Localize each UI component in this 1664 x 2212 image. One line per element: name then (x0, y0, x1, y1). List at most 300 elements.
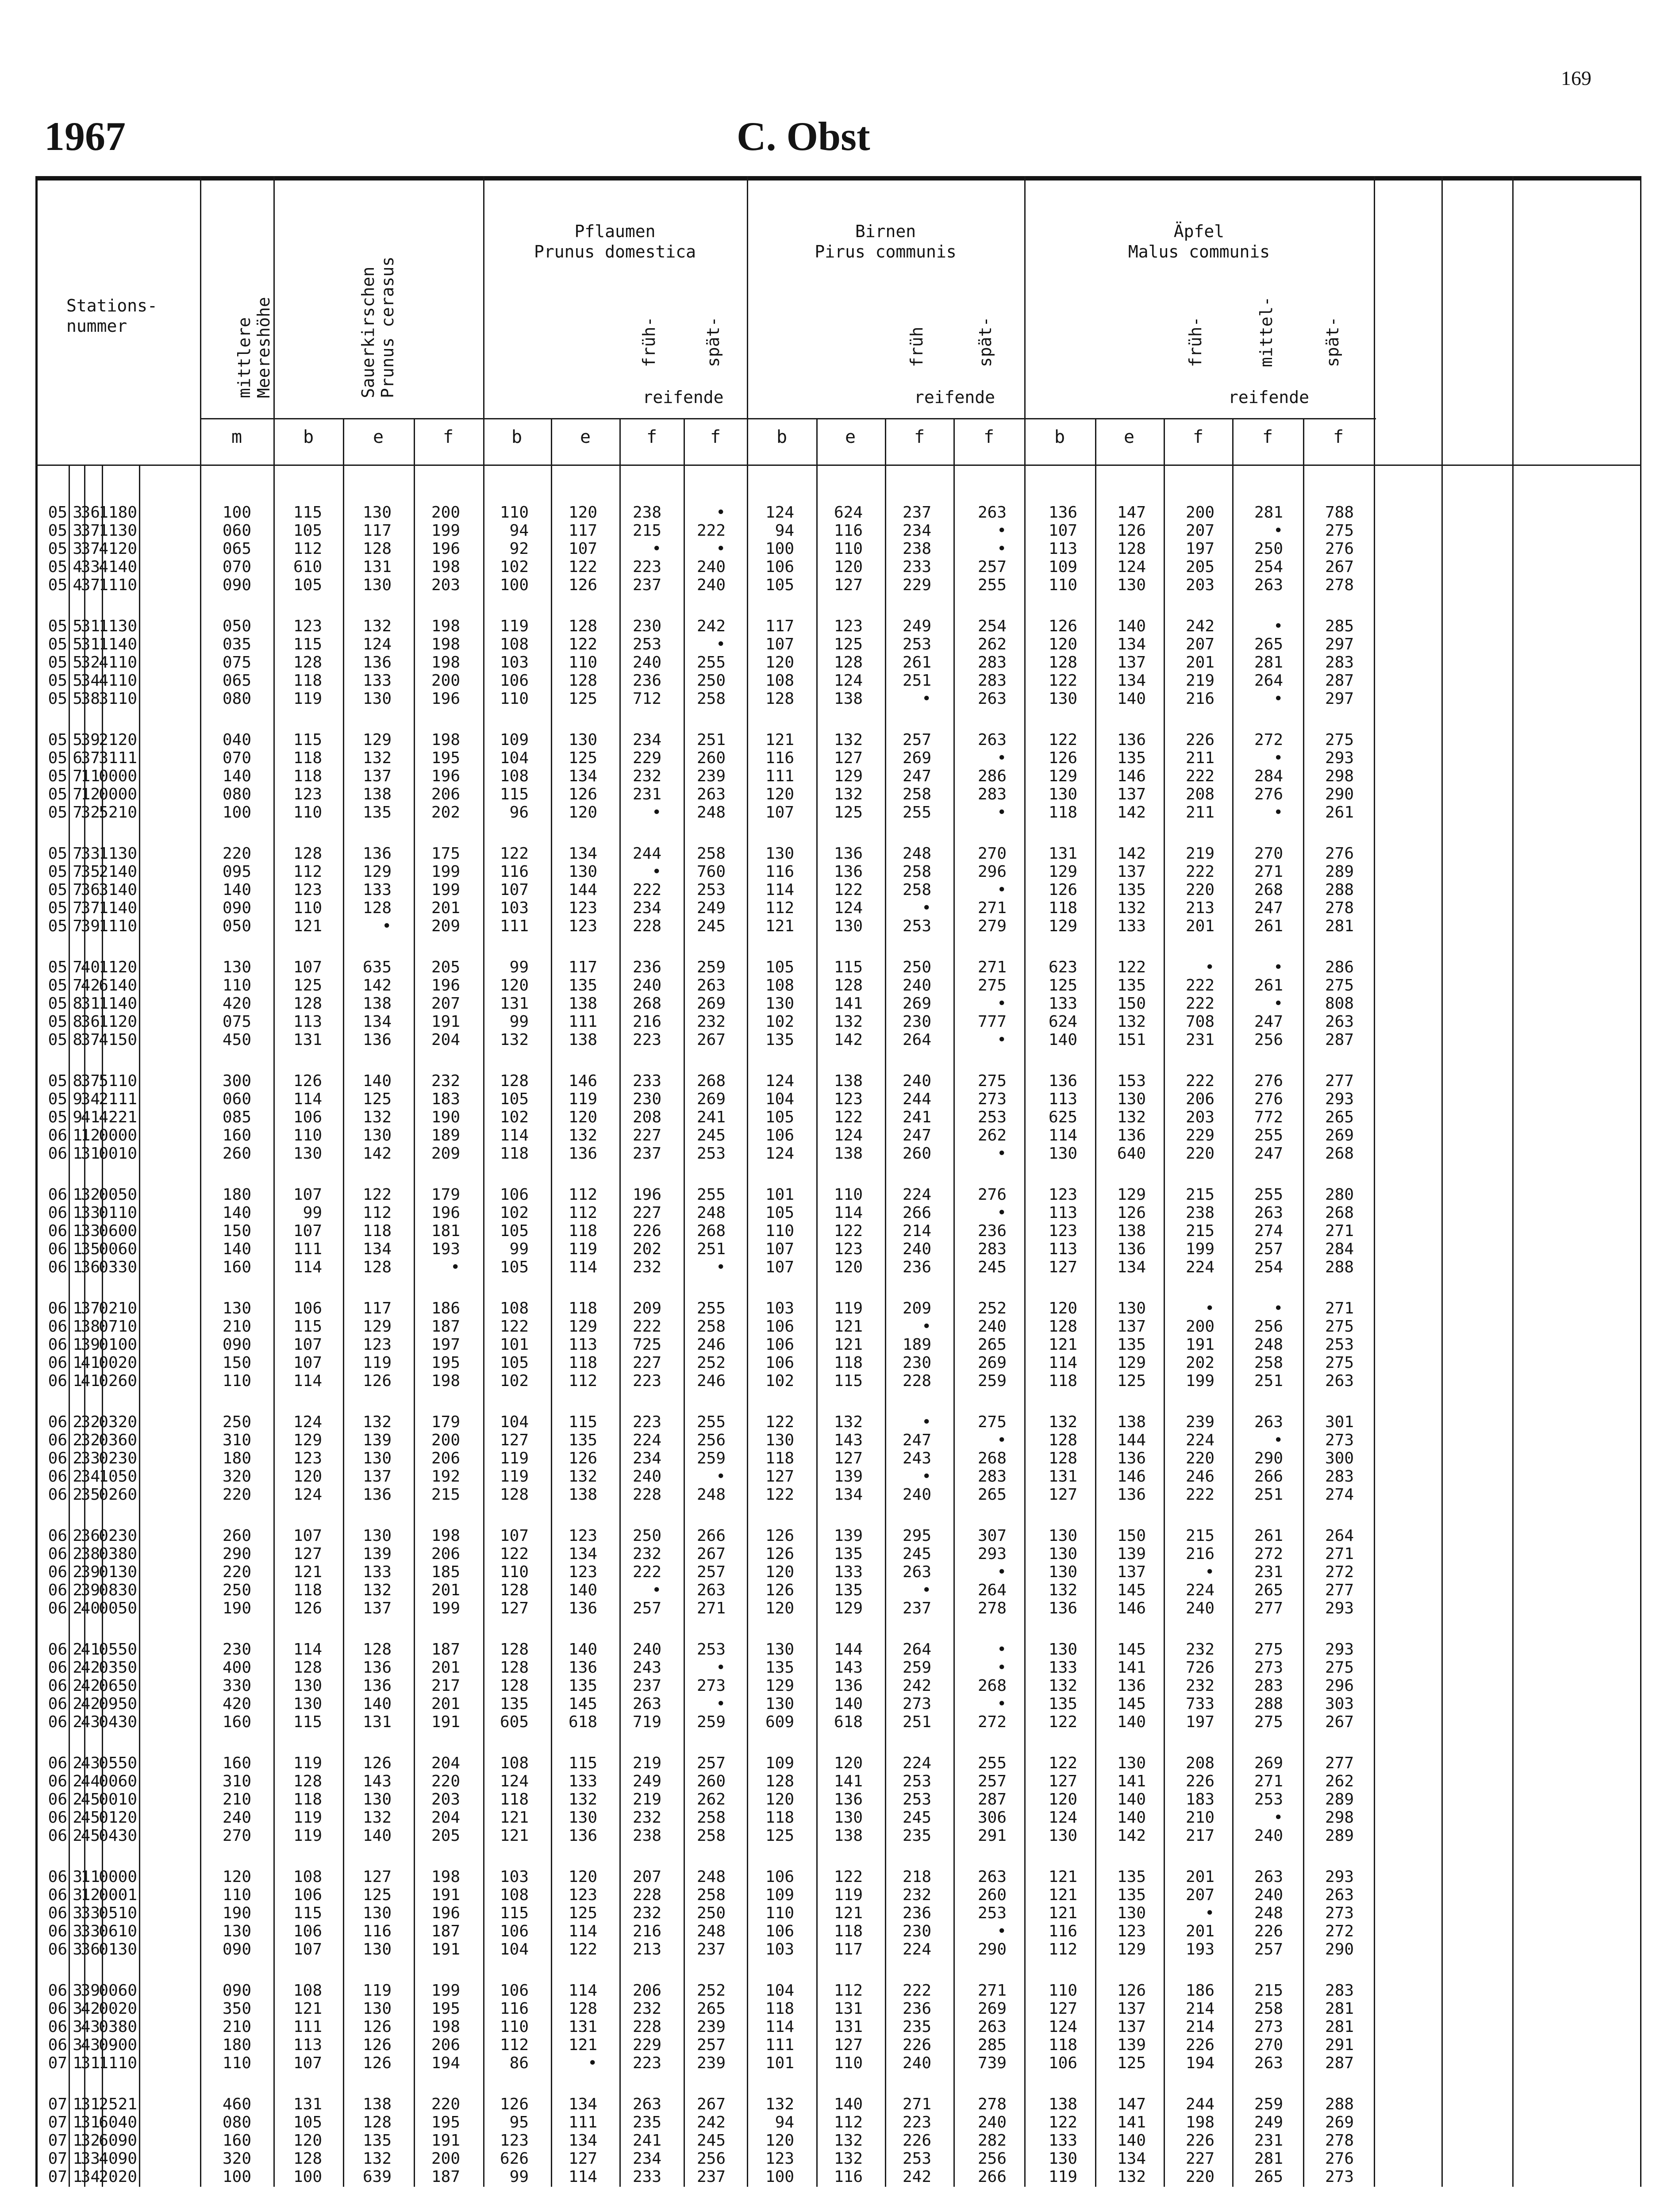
table-cell: 206 (431, 1449, 460, 1467)
table-cell: 240 (1254, 1827, 1283, 1845)
table-cell: 263 (977, 731, 1007, 749)
table-cell: 132 (362, 749, 392, 767)
table-cell: 132 (1117, 899, 1146, 917)
table-cell: 39 (81, 1581, 100, 1599)
table-cell: 201 (431, 1659, 460, 1677)
table-cell: 243 (902, 1449, 931, 1467)
header-rule (35, 465, 1641, 466)
table-cell: 135 (568, 1677, 597, 1695)
table-cell: 233 (632, 1072, 661, 1090)
table-cell: 276 (1325, 845, 1354, 863)
table-cell: 112 (500, 2036, 529, 2054)
table-cell: 251 (696, 1240, 726, 1258)
table-cell: 113 (568, 1336, 597, 1354)
table-cell: 12 (81, 785, 100, 803)
table-cell: 255 (1254, 1126, 1283, 1144)
table-cell: 269 (902, 995, 931, 1013)
table-cell: 130 (362, 1904, 392, 1922)
table-cell: 127 (834, 576, 863, 594)
table-cell: 204 (431, 1754, 460, 1772)
table-cell: 240 (222, 1809, 251, 1827)
table-cell: 230 (632, 1090, 661, 1108)
table-cell: 123 (293, 1449, 322, 1467)
table-cell: 240 (977, 2113, 1007, 2131)
table-cell: 2 (73, 1486, 82, 1504)
table-cell: 120 (568, 1108, 597, 1126)
table-cell: 195 (431, 749, 460, 767)
table-cell: 198 (431, 1527, 460, 1545)
table-cell: 1180 (99, 503, 137, 522)
sour-cherry-header: Sauerkirschen Prunus cerasus (358, 256, 397, 398)
table-cell: 06 (48, 1413, 67, 1431)
table-cell: 45 (81, 1827, 100, 1845)
table-cell: • (997, 1031, 1007, 1049)
table-cell: 259 (696, 1713, 726, 1731)
table-cell: 134 (568, 2131, 597, 2150)
table-cell: 123 (568, 917, 597, 935)
table-cell: 222 (632, 1317, 661, 1336)
table-cell: • (1273, 690, 1283, 708)
table-cell: 128 (1048, 1431, 1077, 1449)
table-cell: 060 (222, 522, 251, 540)
table-cell: 273 (902, 1695, 931, 1713)
table-cell: 136 (834, 863, 863, 881)
table-cell: 222 (1185, 1072, 1214, 1090)
table-cell: 06 (48, 1868, 67, 1886)
table-cell: 126 (765, 1545, 794, 1563)
table-cell: 118 (500, 1144, 529, 1163)
table-cell: • (1205, 1299, 1214, 1317)
table-cell: 131 (568, 2018, 597, 2036)
table-cell: 0380 (99, 1545, 137, 1563)
table-cell: 130 (362, 1126, 392, 1144)
table-cell: 284 (1254, 767, 1283, 785)
table-cell: 128 (568, 672, 597, 690)
table-cell: 128 (765, 690, 794, 708)
unit-label: e (845, 427, 856, 447)
table-cell: 330 (222, 1677, 251, 1695)
table-cell: 07 (48, 2095, 67, 2113)
table-cell: 114 (765, 2018, 794, 2036)
table-cell: 240 (632, 653, 661, 672)
table-cell: 41 (81, 1372, 100, 1390)
table-cell: 106 (765, 558, 794, 576)
table-cell: 104 (765, 1982, 794, 2000)
table-cell: 2 (73, 1695, 82, 1713)
table-cell: 268 (696, 1222, 726, 1240)
table-cell: 134 (568, 1545, 597, 1563)
table-cell: 130 (834, 917, 863, 935)
table-cell: 271 (977, 958, 1007, 976)
table-cell: 0230 (99, 1449, 137, 1467)
table-cell: 114 (293, 1640, 322, 1659)
table-cell: 106 (293, 1299, 322, 1317)
table-cell: 0830 (99, 1581, 137, 1599)
table-cell: 224 (902, 1186, 931, 1204)
table-cell: 126 (765, 1581, 794, 1599)
table-cell: 266 (1254, 1467, 1283, 1486)
unit-label: b (511, 427, 523, 447)
table-cell: 268 (696, 1072, 726, 1090)
table-cell: 198 (431, 731, 460, 749)
table-cell: 129 (568, 1317, 597, 1336)
table-cell: 268 (632, 995, 661, 1013)
table-cell: • (997, 995, 1007, 1013)
table-cell: 719 (632, 1713, 661, 1731)
table-cell: 131 (1048, 845, 1077, 863)
table-cell: 94 (509, 522, 529, 540)
table-cell: 2120 (99, 731, 137, 749)
table-cell: 114 (568, 2168, 597, 2186)
table-cell: 187 (431, 1640, 460, 1659)
table-cell: 239 (696, 767, 726, 785)
table-cell: 0010 (99, 1790, 137, 1809)
table-cell: 121 (834, 1904, 863, 1922)
table-cell: 303 (1325, 1695, 1354, 1713)
table-cell: 142 (1117, 845, 1146, 863)
table-cell: 217 (1185, 1827, 1214, 1845)
table-cell: 105 (500, 1090, 529, 1108)
table-cell: 269 (977, 2000, 1007, 2018)
table-cell: 298 (1325, 767, 1354, 785)
table-cell: 240 (902, 1072, 931, 1090)
table-cell: 141 (1117, 2113, 1146, 2131)
table-cell: 118 (1048, 803, 1077, 822)
table-cell: 283 (977, 653, 1007, 672)
table-cell: 112 (568, 1186, 597, 1204)
table-cell: 3 (73, 2018, 82, 2036)
table-cell: 260 (222, 1144, 251, 1163)
table-cell: 111 (500, 917, 529, 935)
table-cell: 140 (834, 2095, 863, 2113)
table-cell: 198 (431, 1372, 460, 1390)
table-cell: 137 (1117, 1317, 1146, 1336)
table-cell: 191 (431, 1713, 460, 1731)
table-cell: 7 (73, 899, 82, 917)
table-cell: 258 (696, 690, 726, 708)
table-cell: 42 (81, 976, 100, 995)
table-cell: 1 (73, 1144, 82, 1163)
table-cell: 100 (222, 2168, 251, 2186)
table-cell: 201 (1185, 1922, 1214, 1940)
table-cell: 160 (222, 1258, 251, 1276)
table-cell: 06 (48, 1144, 67, 1163)
table-cell: 3 (73, 1904, 82, 1922)
table-cell: 32 (81, 653, 100, 672)
table-cell: 05 (48, 881, 67, 899)
table-cell: 0950 (99, 1695, 137, 1713)
table-cell: 114 (834, 1204, 863, 1222)
table-cell: 261 (1325, 803, 1354, 822)
table-cell: 0130 (99, 1940, 137, 1959)
table-cell: 110 (1048, 1982, 1077, 2000)
unit-label: f (914, 427, 925, 447)
table-cell: 123 (1048, 1186, 1077, 1204)
table-cell: 253 (902, 2150, 931, 2168)
table-cell: 33 (81, 845, 100, 863)
table-cell: 140 (834, 1695, 863, 1713)
table-cell: 105 (293, 576, 322, 594)
table-cell: 235 (902, 1827, 931, 1845)
table-cell: 250 (222, 1413, 251, 1431)
table-cell: 196 (431, 767, 460, 785)
table-cell: 106 (500, 1982, 529, 2000)
table-cell: 110 (293, 1126, 322, 1144)
table-cell: 129 (765, 1677, 794, 1695)
table-cell: 107 (293, 1336, 322, 1354)
table-cell: 248 (902, 845, 931, 863)
table-cell: 255 (1254, 1186, 1283, 1204)
table-cell: 110 (500, 503, 529, 522)
table-cell: 112 (765, 899, 794, 917)
table-cell: 7 (73, 881, 82, 899)
table-cell: 128 (362, 540, 392, 558)
table-cell: 0650 (99, 1677, 137, 1695)
table-cell: 273 (1325, 1431, 1354, 1449)
table-cell: 226 (632, 1222, 661, 1240)
table-cell: 1 (73, 1372, 82, 1390)
table-cell: 255 (696, 1413, 726, 1431)
table-cell: 1 (73, 1126, 82, 1144)
table-cell: 126 (568, 576, 597, 594)
table-cell: 135 (765, 1659, 794, 1677)
table-cell: 4120 (99, 540, 137, 558)
table-cell: 123 (765, 2150, 794, 2168)
table-cell: 2 (73, 1431, 82, 1449)
table-cell: 126 (1048, 749, 1077, 767)
table-cell: 118 (500, 1790, 529, 1809)
table-cell: 114 (568, 1982, 597, 2000)
table-cell: 278 (1325, 2131, 1354, 2150)
table-cell: 281 (1325, 2000, 1354, 2018)
table-cell: 253 (632, 635, 661, 653)
table-cell: 137 (1117, 863, 1146, 881)
table-cell: 205 (431, 958, 460, 976)
table-cell: 104 (765, 1090, 794, 1108)
table-cell: 267 (696, 1545, 726, 1563)
table-cell: 240 (696, 558, 726, 576)
table-cell: 135 (568, 1431, 597, 1449)
table-cell: 291 (1325, 2036, 1354, 2054)
table-cell: 283 (1325, 1467, 1354, 1486)
table-cell: 2 (73, 1467, 82, 1486)
table-cell: 223 (632, 1372, 661, 1390)
table-cell: 137 (1117, 653, 1146, 672)
table-cell: 06 (48, 1186, 67, 1204)
table-cell: 41 (81, 1108, 100, 1126)
table-cell: • (652, 1581, 661, 1599)
table-cell: 263 (696, 976, 726, 995)
table-cell: 134 (1117, 1258, 1146, 1276)
table-cell: 224 (1185, 1431, 1214, 1449)
table-cell: 116 (1048, 1922, 1077, 1940)
table-cell: 136 (362, 1659, 392, 1677)
table-cell: 127 (1048, 2000, 1077, 2018)
table-cell: 226 (902, 2131, 931, 2150)
table-cell: 130 (765, 995, 794, 1013)
table-cell: 45 (81, 1790, 100, 1809)
table-cell: 198 (431, 1868, 460, 1886)
table-cell: 124 (1117, 558, 1146, 576)
table-cell: 105 (293, 522, 322, 540)
table-cell: 288 (1325, 881, 1354, 899)
table-cell: 208 (632, 1108, 661, 1126)
table-cell: 126 (293, 1599, 322, 1617)
table-cell: 107 (765, 1258, 794, 1276)
table-cell: 224 (1185, 1581, 1214, 1599)
table-cell: 0000 (99, 1868, 137, 1886)
table-cell: 126 (568, 1449, 597, 1467)
table-cell: 9 (73, 1108, 82, 1126)
table-cell: 121 (765, 731, 794, 749)
table-cell: 253 (696, 881, 726, 899)
table-cell: 06 (48, 1659, 67, 1677)
table-cell: 129 (1117, 1940, 1146, 1959)
table-cell: 135 (1117, 749, 1146, 767)
table-cell: 115 (293, 731, 322, 749)
table-cell: 277 (1325, 1754, 1354, 1772)
table-cell: 06 (48, 1354, 67, 1372)
table-cell: 207 (632, 1868, 661, 1886)
table-cell: 3 (73, 1886, 82, 1904)
table-cell: 223 (632, 1413, 661, 1431)
table-cell: 138 (362, 2095, 392, 2113)
table-cell: 128 (500, 1677, 529, 1695)
table-cell: 273 (1325, 2168, 1354, 2186)
table-cell: 136 (834, 1790, 863, 1809)
table-cell: 232 (632, 1809, 661, 1827)
table-cell: 708 (1185, 1013, 1214, 1031)
table-cell: 35 (81, 1486, 100, 1504)
table-cell: 293 (1325, 749, 1354, 767)
table-cell: 120 (765, 2131, 794, 2150)
table-cell: 0120 (99, 1809, 137, 1827)
table-cell: 109 (1048, 558, 1077, 576)
table-cell: 102 (765, 1372, 794, 1390)
table-cell: 121 (834, 1336, 863, 1354)
table-cell: 120 (293, 2131, 322, 2150)
table-cell: 1120 (99, 958, 137, 976)
table-cell: 220 (1185, 881, 1214, 899)
table-cell: 240 (632, 976, 661, 995)
table-cell: 128 (500, 1640, 529, 1659)
table-cell: • (997, 1922, 1007, 1940)
table-cell: 263 (1254, 2054, 1283, 2072)
table-cell: 262 (977, 635, 1007, 653)
table-cell: 4110 (99, 653, 137, 672)
table-cell: 31 (81, 1144, 100, 1163)
table-cell: 133 (1048, 2131, 1077, 2150)
table-cell: 116 (362, 1922, 392, 1940)
table-cell: 110 (834, 1186, 863, 1204)
table-cell: 256 (696, 1431, 726, 1449)
table-cell: 122 (1048, 731, 1077, 749)
table-cell: 234 (902, 522, 931, 540)
table-cell: 228 (902, 1372, 931, 1390)
table-cell: 107 (293, 2054, 322, 2072)
table-cell: 132 (568, 1126, 597, 1144)
table-cell: 277 (1325, 1581, 1354, 1599)
table-cell: 198 (431, 635, 460, 653)
table-cell: 251 (1254, 1486, 1283, 1504)
table-cell: 106 (293, 1922, 322, 1940)
table-cell: 115 (293, 503, 322, 522)
table-cell: 120 (500, 976, 529, 995)
table-cell: 34 (81, 2168, 100, 2186)
table-cell: 134 (834, 1486, 863, 1504)
table-cell: 3 (73, 1868, 82, 1886)
table-cell: 265 (696, 2000, 726, 2018)
table-cell: 2 (73, 1581, 82, 1599)
table-cell: 0260 (99, 1486, 137, 1504)
table-cell: 115 (834, 1372, 863, 1390)
table-cell: 134 (1117, 2150, 1146, 2168)
table-cell: 197 (1185, 1713, 1214, 1731)
table-cell: 284 (1325, 1240, 1354, 1258)
table-cell: 240 (632, 1640, 661, 1659)
table-cell: 278 (977, 2095, 1007, 2113)
table-cell: 111 (293, 2018, 322, 2036)
table-cell: 288 (1325, 2095, 1354, 2113)
table-cell: 06 (48, 1126, 67, 1144)
table-cell: 135 (362, 2131, 392, 2150)
table-cell: 238 (1185, 1204, 1214, 1222)
table-cell: • (652, 803, 661, 822)
table-cell: 1140 (99, 899, 137, 917)
table-cell: 220 (431, 2095, 460, 2113)
table-cell: 144 (568, 881, 597, 899)
table-cell: 1 (73, 1336, 82, 1354)
table-cell: • (997, 1563, 1007, 1581)
table-cell: 06 (48, 1240, 67, 1258)
table-cell: 127 (834, 749, 863, 767)
table-cell: 36 (81, 1527, 100, 1545)
table-cell: 136 (1048, 1599, 1077, 1617)
table-cell: 124 (765, 1144, 794, 1163)
table-cell: 37 (81, 1031, 100, 1049)
table-cell: 119 (568, 1240, 597, 1258)
table-cell: 132 (500, 1031, 529, 1049)
table-cell: 115 (834, 958, 863, 976)
table-cell: 118 (293, 749, 322, 767)
table-cell: 261 (1254, 1527, 1283, 1545)
table-cell: 240 (902, 2054, 931, 2072)
table-cell: 135 (362, 803, 392, 822)
table-cell: 6040 (99, 2113, 137, 2131)
table-cell: 121 (1048, 1904, 1077, 1922)
table-cell: • (716, 1258, 726, 1276)
table-cell: 215 (632, 522, 661, 540)
table-cell: 7 (73, 785, 82, 803)
table-cell: 194 (1185, 2054, 1214, 2072)
table-cell: 07 (48, 2113, 67, 2131)
table-cell: 119 (500, 1449, 529, 1467)
table-cell: 0610 (99, 1922, 137, 1940)
table-cell: 115 (500, 785, 529, 803)
table-cell: 269 (902, 749, 931, 767)
table-cell: 253 (696, 1640, 726, 1659)
table-cell: 2 (73, 1527, 82, 1545)
table-cell: 214 (902, 1222, 931, 1240)
table-cell: 289 (1325, 1790, 1354, 1809)
table-cell: 119 (293, 1809, 322, 1827)
table-cell: 229 (632, 2036, 661, 2054)
table-cell: 05 (48, 558, 67, 576)
table-cell: 258 (902, 881, 931, 899)
table-cell: 247 (902, 1126, 931, 1144)
table-cell: 131 (834, 2018, 863, 2036)
table-cell: 264 (1325, 1527, 1354, 1545)
